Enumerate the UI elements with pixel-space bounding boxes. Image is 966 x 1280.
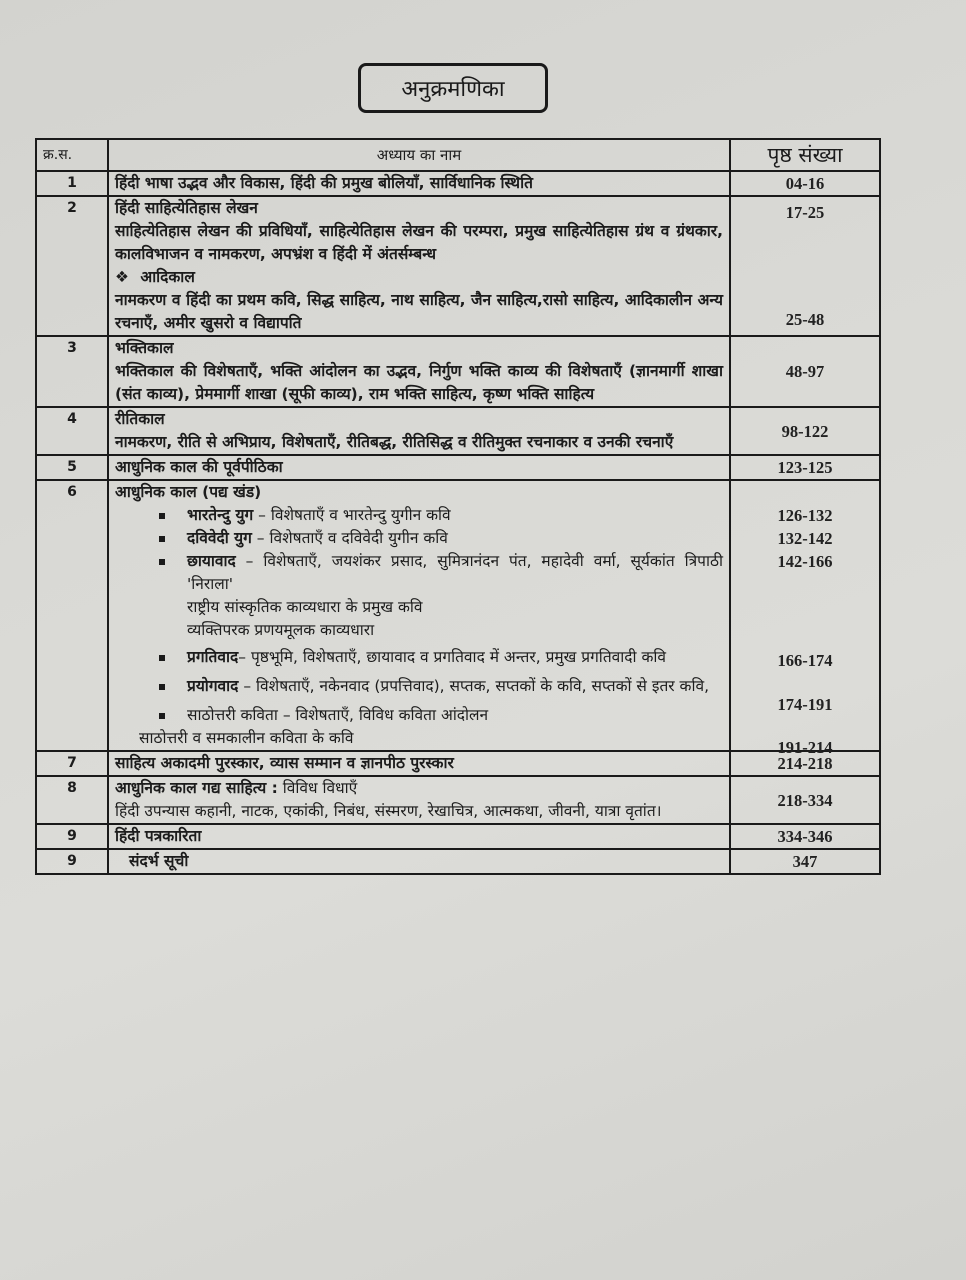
header-chapter-name: अध्याय का नाम xyxy=(108,139,730,171)
row-number: 6 xyxy=(36,480,108,751)
page-range: 17-25 xyxy=(785,203,825,222)
chapter-heading: आधुनिक काल (पद्य खंड) xyxy=(115,483,262,501)
chapter-heading: रीतिकाल xyxy=(115,410,165,428)
chapter-cell xyxy=(108,776,730,824)
row-number: 8 xyxy=(36,776,108,824)
page-range: 48-97 xyxy=(730,336,880,407)
chapter-description: हिंदी उपन्यास कहानी, नाटक, एकांकी, निबंध, संस्मरण, रेखाचित्र, आत्मकथा, जीवनी, यात्रा वृतांत। xyxy=(115,802,662,820)
page-range: 218-334 xyxy=(730,776,880,824)
page-range: 126-132 xyxy=(777,506,833,525)
page-range: 98-122 xyxy=(730,407,880,455)
sub-topic: दविवेदी युग – विशेषताएँ व दविवेदी युगीन कवि xyxy=(155,527,723,550)
table-row xyxy=(36,336,880,407)
sub-topic: प्रयोगवाद – विशेषताएँ, नकेनवाद (प्रपत्तिवाद), सप्तक, सप्तकों के कवि, सप्तकों से इतर कवि, xyxy=(155,675,723,698)
table-row xyxy=(36,480,880,751)
extra-topic: राष्ट्रीय सांस्कृतिक काव्यधारा के प्रमुख कवि xyxy=(187,598,423,616)
chapter-description: साहित्येतिहास लेखन की प्रविधियाँ, साहित्येतिहास लेखन की परम्परा, प्रमुख साहित्येतिहास ग्रंथ व ग्रंथकार, कालविभाजन व नामकरण, अपभ्रंश व हिंदी में अंतर्सम्बन्ध xyxy=(115,222,723,263)
header-serial-number: क्र.स. xyxy=(36,139,108,171)
chapter-cell xyxy=(108,480,730,751)
sub-topic-list xyxy=(115,504,723,596)
chapter-title: हिंदी भाषा उद्भव और विकास, हिंदी की प्रमुख बोलियाँ, सार्विधानिक स्थिति xyxy=(108,171,730,196)
table-row xyxy=(36,776,880,824)
page-range: 334-346 xyxy=(730,824,880,849)
row-number: 9 xyxy=(36,824,108,849)
closing-topic: साठोत्तरी व समकालीन कविता के कवि xyxy=(139,729,354,747)
row-number: 4 xyxy=(36,407,108,455)
chapter-cell xyxy=(108,407,730,455)
chapter-title: संदर्भ सूची xyxy=(108,849,730,874)
sub-description: नामकरण व हिंदी का प्रथम कवि, सिद्ध साहित्य, नाथ साहित्य, जैन साहित्य,रासो साहित्य, आदिकालीन अन्य रचनाएँ, अमीर खुसरो व विद्यापति xyxy=(115,291,723,332)
row-number: 7 xyxy=(36,751,108,776)
chapter-heading: आधुनिक काल गद्य साहित्य : विविध विधाएँ xyxy=(115,779,358,797)
page-range: 214-218 xyxy=(730,751,880,776)
page-range: 123-125 xyxy=(730,455,880,480)
row-number: 3 xyxy=(36,336,108,407)
chapter-cell xyxy=(108,336,730,407)
page-range-cell xyxy=(730,480,880,757)
sub-topic: प्रगतिवाद– पृष्ठभूमि, विशेषताएँ, छायावाद व प्रगतिवाद में अन्तर, प्रमुख प्रगतिवादी कवि xyxy=(155,646,723,669)
sub-topic: भारतेन्दु युग – विशेषताएँ व भारतेन्दु युगीन कवि xyxy=(155,504,723,527)
row-number: 9 xyxy=(36,849,108,874)
page-range-sub: 25-48 xyxy=(785,310,825,329)
table-row xyxy=(36,407,880,455)
table-row xyxy=(36,849,880,874)
table-row xyxy=(36,455,880,480)
chapter-title: साहित्य अकादमी पुरस्कार, व्यास सम्मान व ज्ञानपीठ पुरस्कार xyxy=(108,751,730,776)
diamond-bullet-icon: ❖ xyxy=(115,268,129,286)
sub-topic: साठोत्तरी कविता – विशेषताएँ, विविध कविता आंदोलन xyxy=(155,704,723,727)
chapter-description: नामकरण, रीति से अभिप्राय, विशेषताएँ, रीतिबद्ध, रीतिसिद्ध व रीतिमुक्त रचनाकार व उनकी रचनाएँ xyxy=(115,433,674,451)
chapter-description: भक्तिकाल की विशेषताएँ, भक्ति आंदोलन का उद्भव, निर्गुण भक्ति काव्य की विशेषताएँ (ज्ञानमार्गी शाखा (संत काव्य), प्रेममार्गी शाखा (सूफी काव्य), राम भक्ति साहित्य, कृष्ण भक्ति साहित्य xyxy=(115,362,723,403)
sub-topic-list xyxy=(115,646,723,727)
sub-topic: छायावाद – विशेषताएँ, जयशंकर प्रसाद, सुमित्रानंदन पंत, महादेवी वर्मा, सूर्यकांत त्रिपाठी 'निराला' xyxy=(155,550,723,596)
table-of-contents xyxy=(35,138,881,875)
table-row xyxy=(36,171,880,196)
extra-topic: व्यक्तिपरक प्रणयमूलक काव्यधारा xyxy=(187,621,375,639)
row-number: 5 xyxy=(36,455,108,480)
chapter-cell xyxy=(108,196,730,336)
page-title: अनुक्रमणिका xyxy=(358,63,548,113)
row-number: 2 xyxy=(36,196,108,336)
chapter-title: हिंदी पत्रकारिता xyxy=(108,824,730,849)
page-range: 166-174 xyxy=(777,651,833,670)
page-range: 174-191 xyxy=(777,695,833,714)
page-range: 347 xyxy=(730,849,880,874)
sub-heading-label: आदिकाल xyxy=(140,268,195,286)
page-range: 142-166 xyxy=(777,552,833,571)
chapter-title: आधुनिक काल की पूर्वपीठिका xyxy=(108,455,730,480)
sub-heading xyxy=(115,266,723,289)
page-range: 132-142 xyxy=(777,529,833,548)
page-range: 191-214 xyxy=(777,738,833,757)
table-row xyxy=(36,824,880,849)
page-range-cell xyxy=(730,196,880,336)
table-header-row xyxy=(36,139,880,171)
table-row xyxy=(36,196,880,336)
chapter-heading: हिंदी साहित्येतिहास लेखन xyxy=(115,199,258,217)
chapter-heading: भक्तिकाल xyxy=(115,339,174,357)
header-page-number: पृष्ठ संख्या xyxy=(730,139,880,171)
page-range: 04-16 xyxy=(730,171,880,196)
row-number: 1 xyxy=(36,171,108,196)
